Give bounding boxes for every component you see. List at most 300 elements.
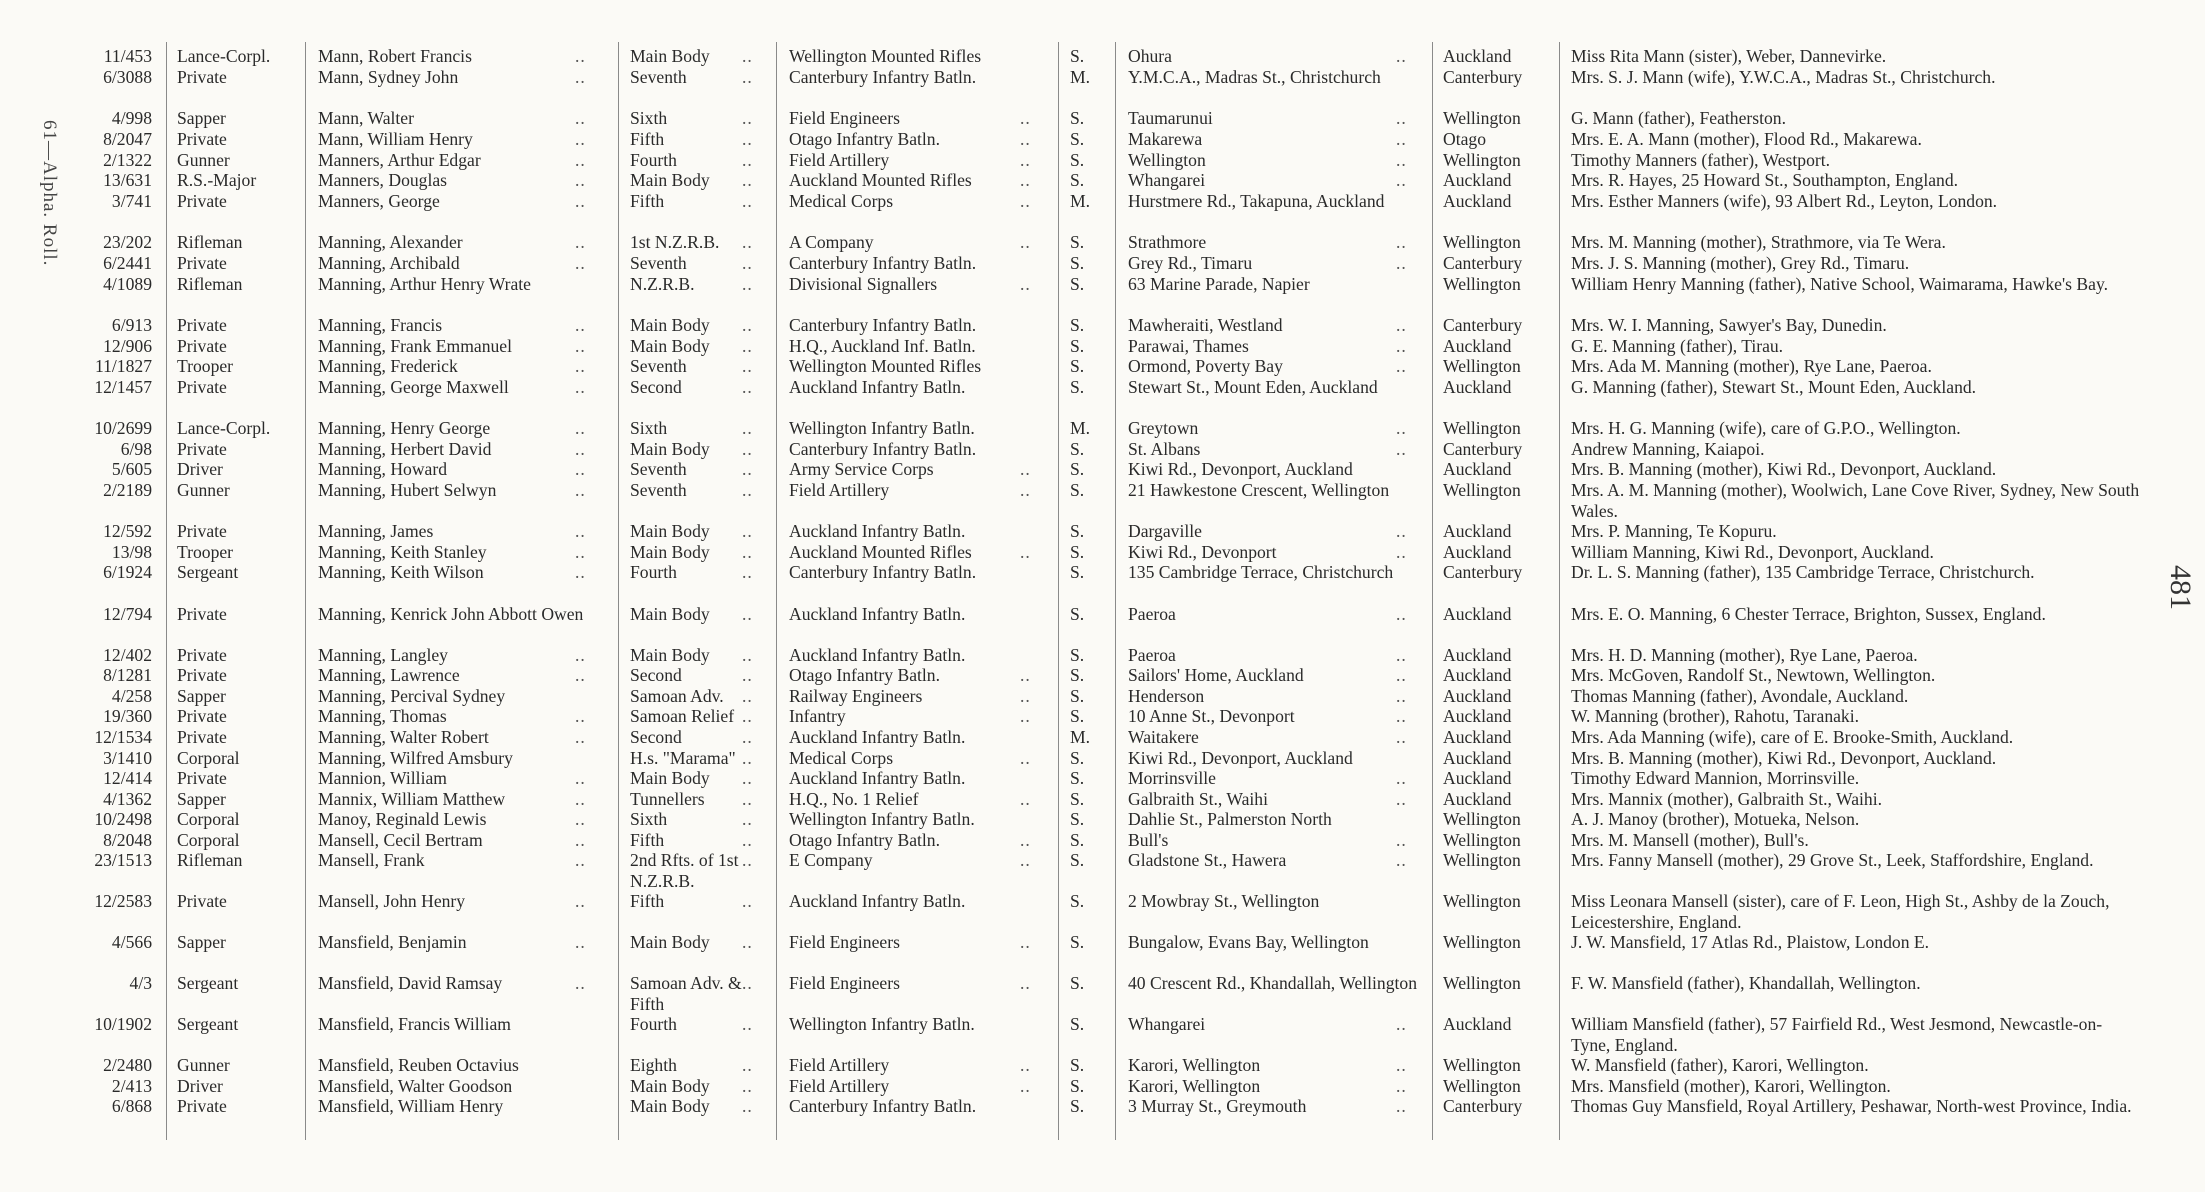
military-district: Canterbury: [1443, 253, 1523, 273]
last-address: Galbraith St., Waihi: [1128, 789, 1268, 809]
corps: Canterbury Infantry Batln.: [789, 562, 977, 582]
name-leader-dots: ..: [575, 356, 586, 376]
military-district: Auckland: [1443, 46, 1512, 66]
rank: Gunner: [177, 480, 230, 500]
corps: Auckland Infantry Batln.: [789, 891, 966, 911]
corps: Field Artillery: [789, 1076, 890, 1096]
embarkation-unit: Samoan Adv.: [630, 686, 724, 706]
last-address: Taumarunui: [1128, 108, 1213, 128]
next-of-kin: Mrs. Ada M. Manning (mother), Rye Lane, Paeroa.: [1571, 356, 1932, 376]
corps: Divisional Signallers: [789, 274, 938, 294]
embarkation-unit: 1st N.Z.R.B.: [630, 232, 720, 252]
last-address: 2 Mowbray St., Wellington: [1128, 891, 1320, 911]
name-leader-dots: ..: [575, 562, 586, 582]
marital-status: S.: [1070, 459, 1085, 479]
name-leader-dots: ..: [575, 439, 586, 459]
corps-leader-dots: ..: [1020, 850, 1031, 870]
corps-leader-dots: ..: [1020, 129, 1031, 149]
corps: Otago Infantry Batln.: [789, 665, 940, 685]
service-number: 4/1362: [103, 789, 152, 809]
embarkation-unit: Sixth: [630, 809, 668, 829]
name-leader-dots: ..: [575, 315, 586, 335]
embarkation-unit: Main Body: [630, 315, 710, 335]
rank: Private: [177, 1096, 227, 1116]
embarkation-unit: Main Body: [630, 932, 710, 952]
next-of-kin: A. J. Manoy (brother), Motueka, Nelson.: [1571, 809, 1860, 829]
next-of-kin: Miss Leonara Mansell (sister), care of F. Leon, High St., Ashby de la Zouch, Leicestershire, England.: [1571, 891, 2110, 932]
marital-status: S.: [1070, 850, 1085, 870]
service-number: 2/2189: [103, 480, 152, 500]
marital-status: S.: [1070, 315, 1085, 335]
last-address: Stewart St., Mount Eden, Auckland: [1128, 377, 1378, 397]
soldier-name: Manning, Alexander: [318, 232, 463, 252]
name-leader-dots: ..: [575, 645, 586, 665]
name-leader-dots: ..: [575, 768, 586, 788]
marital-status: S.: [1070, 706, 1085, 726]
marital-status: S.: [1070, 748, 1085, 768]
rank: Sapper: [177, 108, 226, 128]
unit-leader-dots: ..: [742, 336, 753, 356]
corps: Canterbury Infantry Batln.: [789, 1096, 977, 1116]
soldier-name: Manners, Arthur Edgar: [318, 150, 481, 170]
name-leader-dots: ..: [575, 191, 586, 211]
embarkation-unit: Main Body: [630, 768, 710, 788]
address-leader-dots: ..: [1396, 604, 1407, 624]
soldier-name: Manning, James: [318, 521, 434, 541]
corps: Otago Infantry Batln.: [789, 129, 940, 149]
next-of-kin: Mrs. Fanny Mansell (mother), 29 Grove St., Leek, Staffordshire, England.: [1571, 850, 2094, 870]
corps: Medical Corps: [789, 191, 894, 211]
corps: Wellington Infantry Batln.: [789, 1014, 975, 1034]
next-of-kin: Mrs. H. G. Manning (wife), care of G.P.O., Wellington.: [1571, 418, 1961, 438]
marital-status: M.: [1070, 418, 1091, 438]
corps: Auckland Mounted Rifles: [789, 170, 972, 190]
soldier-name: Mansell, Cecil Bertram: [318, 830, 483, 850]
embarkation-unit: Main Body: [630, 336, 710, 356]
name-leader-dots: ..: [575, 850, 586, 870]
address-leader-dots: ..: [1396, 315, 1407, 335]
marital-status: S.: [1070, 274, 1085, 294]
address-leader-dots: ..: [1396, 129, 1407, 149]
embarkation-unit: Fifth: [630, 830, 665, 850]
rank: Private: [177, 67, 227, 87]
rank: Private: [177, 336, 227, 356]
marital-status: S.: [1070, 1076, 1085, 1096]
rank: Lance-Corpl.: [177, 46, 271, 66]
service-number: 3/741: [111, 191, 152, 211]
embarkation-unit: Main Body: [630, 1076, 710, 1096]
marital-status: S.: [1070, 170, 1085, 190]
embarkation-unit: 2nd Rfts. of 1st N.Z.R.B.: [630, 850, 739, 891]
unit-leader-dots: ..: [742, 768, 753, 788]
corps: Infantry: [789, 706, 846, 726]
embarkation-unit: Seventh: [630, 356, 687, 376]
unit-leader-dots: ..: [742, 315, 753, 335]
military-district: Wellington: [1443, 232, 1521, 252]
unit-leader-dots: ..: [742, 480, 753, 500]
marital-status: S.: [1070, 562, 1085, 582]
marital-status: M.: [1070, 191, 1091, 211]
last-address: Wellington: [1128, 150, 1206, 170]
unit-leader-dots: ..: [742, 129, 753, 149]
military-district: Auckland: [1443, 170, 1512, 190]
unit-leader-dots: ..: [742, 542, 753, 562]
rank: Private: [177, 727, 227, 747]
next-of-kin: Mrs. S. J. Mann (wife), Y.W.C.A., Madras St., Christchurch.: [1571, 67, 1996, 87]
military-district: Wellington: [1443, 108, 1521, 128]
next-of-kin: W. Manning (brother), Rahotu, Taranaki.: [1571, 706, 1860, 726]
rank: Corporal: [177, 830, 240, 850]
unit-leader-dots: ..: [742, 604, 753, 624]
rank: Private: [177, 315, 227, 335]
corps: H.Q., Auckland Inf. Batln.: [789, 336, 976, 356]
corps: Wellington Mounted Rifles: [789, 46, 982, 66]
address-leader-dots: ..: [1396, 850, 1407, 870]
marital-status: S.: [1070, 150, 1085, 170]
soldier-name: Manning, Thomas: [318, 706, 447, 726]
last-address: Gladstone St., Hawera: [1128, 850, 1287, 870]
military-district: Auckland: [1443, 768, 1512, 788]
soldier-name: Manning, Frederick: [318, 356, 458, 376]
unit-leader-dots: ..: [742, 1055, 753, 1075]
unit-leader-dots: ..: [742, 830, 753, 850]
soldier-name: Mansfield, David Ramsay: [318, 973, 503, 993]
address-leader-dots: ..: [1396, 706, 1407, 726]
next-of-kin: J. W. Mansfield, 17 Atlas Rd., Plaistow, London E.: [1571, 932, 1930, 952]
military-district: Auckland: [1443, 521, 1512, 541]
service-number: 6/913: [111, 315, 152, 335]
corps: Otago Infantry Batln.: [789, 830, 940, 850]
military-district: Canterbury: [1443, 1096, 1523, 1116]
next-of-kin: Mrs. W. I. Manning, Sawyer's Bay, Dunedin.: [1571, 315, 1887, 335]
next-of-kin: Dr. L. S. Manning (father), 135 Cambridge Terrace, Christchurch.: [1571, 562, 2035, 582]
embarkation-unit: H.s. "Marama": [630, 748, 736, 768]
rank: R.S.-Major: [177, 170, 257, 190]
marital-status: S.: [1070, 1096, 1085, 1116]
marital-status: S.: [1070, 1055, 1085, 1075]
service-number: 4/998: [111, 108, 152, 128]
next-of-kin: Mrs. B. Manning (mother), Kiwi Rd., Devonport, Auckland.: [1571, 459, 1997, 479]
rank: Private: [177, 645, 227, 665]
last-address: Whangarei: [1128, 170, 1206, 190]
last-address: Hurstmere Rd., Takapuna, Auckland: [1128, 191, 1385, 211]
name-leader-dots: ..: [575, 170, 586, 190]
corps-leader-dots: ..: [1020, 232, 1031, 252]
next-of-kin: G. E. Manning (father), Tirau.: [1571, 336, 1784, 356]
next-of-kin: Timothy Manners (father), Westport.: [1571, 150, 1831, 170]
embarkation-unit: Samoan Relief: [630, 706, 735, 726]
address-leader-dots: ..: [1396, 46, 1407, 66]
soldier-name: Manning, Walter Robert: [318, 727, 489, 747]
marital-status: S.: [1070, 932, 1085, 952]
soldier-name: Manning, Percival Sydney: [318, 686, 506, 706]
address-leader-dots: ..: [1396, 150, 1407, 170]
service-number: 5/605: [111, 459, 152, 479]
last-address: Ohura: [1128, 46, 1172, 66]
name-leader-dots: ..: [575, 377, 586, 397]
unit-leader-dots: ..: [742, 356, 753, 376]
unit-leader-dots: ..: [742, 521, 753, 541]
next-of-kin: Timothy Edward Mannion, Morrinsville.: [1571, 768, 1860, 788]
soldier-name: Mann, William Henry: [318, 129, 473, 149]
unit-leader-dots: ..: [742, 191, 753, 211]
corps: Wellington Mounted Rifles: [789, 356, 982, 376]
address-leader-dots: ..: [1396, 1076, 1407, 1096]
military-district: Auckland: [1443, 727, 1512, 747]
embarkation-unit: Seventh: [630, 67, 687, 87]
address-leader-dots: ..: [1396, 439, 1407, 459]
rank: Private: [177, 129, 227, 149]
last-address: 21 Hawkestone Crescent, Wellington: [1128, 480, 1390, 500]
corps-leader-dots: ..: [1020, 108, 1031, 128]
embarkation-unit: Sixth: [630, 108, 668, 128]
last-address: Paeroa: [1128, 604, 1176, 624]
next-of-kin: Mrs. E. A. Mann (mother), Flood Rd., Makarewa.: [1571, 129, 1922, 149]
marital-status: M.: [1070, 67, 1091, 87]
unit-leader-dots: ..: [742, 418, 753, 438]
next-of-kin: Mrs. R. Hayes, 25 Howard St., Southampton, England.: [1571, 170, 1959, 190]
soldier-name: Manning, Langley: [318, 645, 448, 665]
corps: Field Artillery: [789, 1055, 890, 1075]
page-number: 481: [2164, 565, 2197, 610]
corps: Auckland Infantry Batln.: [789, 727, 966, 747]
last-address: Kiwi Rd., Devonport, Auckland: [1128, 748, 1353, 768]
next-of-kin: William Henry Manning (father), Native School, Waimarama, Hawke's Bay.: [1571, 274, 2109, 294]
marital-status: S.: [1070, 377, 1085, 397]
next-of-kin: Mrs. Mannix (mother), Galbraith St., Waihi.: [1571, 789, 1882, 809]
military-district: Canterbury: [1443, 315, 1523, 335]
last-address: 3 Murray St., Greymouth: [1128, 1096, 1307, 1116]
soldier-name: Manning, Francis: [318, 315, 443, 335]
corps: H.Q., No. 1 Relief: [789, 789, 919, 809]
rank: Corporal: [177, 809, 240, 829]
next-of-kin: Mrs. Mansfield (mother), Karori, Wellington.: [1571, 1076, 1891, 1096]
rank: Rifleman: [177, 850, 243, 870]
next-of-kin: Mrs. M. Manning (mother), Strathmore, via Te Wera.: [1571, 232, 1946, 252]
next-of-kin: F. W. Mansfield (father), Khandallah, Wellington.: [1571, 973, 1921, 993]
corps-leader-dots: ..: [1020, 150, 1031, 170]
soldier-name: Mann, Robert Francis: [318, 46, 472, 66]
next-of-kin: Mrs. Esther Manners (wife), 93 Albert Rd., Leyton, London.: [1571, 191, 1998, 211]
name-leader-dots: ..: [575, 891, 586, 911]
last-address: Strathmore: [1128, 232, 1207, 252]
corps-leader-dots: ..: [1020, 1076, 1031, 1096]
soldier-name: Manning, Henry George: [318, 418, 491, 438]
rank: Private: [177, 665, 227, 685]
marital-status: S.: [1070, 46, 1085, 66]
corps: Canterbury Infantry Batln.: [789, 253, 977, 273]
embarkation-unit: Seventh: [630, 459, 687, 479]
marital-status: S.: [1070, 973, 1085, 993]
name-leader-dots: ..: [575, 973, 586, 993]
address-leader-dots: ..: [1396, 727, 1407, 747]
unit-leader-dots: ..: [742, 150, 753, 170]
soldier-name: Mansell, John Henry: [318, 891, 466, 911]
corps-leader-dots: ..: [1020, 789, 1031, 809]
military-district: Auckland: [1443, 789, 1512, 809]
unit-leader-dots: ..: [742, 108, 753, 128]
service-number: 11/453: [103, 46, 152, 66]
marital-status: S.: [1070, 542, 1085, 562]
address-leader-dots: ..: [1396, 645, 1407, 665]
military-district: Wellington: [1443, 150, 1521, 170]
marital-status: S.: [1070, 604, 1085, 624]
name-leader-dots: ..: [575, 521, 586, 541]
corps: Medical Corps: [789, 748, 894, 768]
embarkation-unit: Main Body: [630, 439, 710, 459]
military-district: Wellington: [1443, 932, 1521, 952]
soldier-name: Manning, Keith Wilson: [318, 562, 484, 582]
marital-status: S.: [1070, 253, 1085, 273]
military-district: Canterbury: [1443, 67, 1523, 87]
rank: Sergeant: [177, 1014, 239, 1034]
next-of-kin: Mrs. P. Manning, Te Kopuru.: [1571, 521, 1777, 541]
embarkation-unit: N.Z.R.B.: [630, 274, 695, 294]
marital-status: S.: [1070, 521, 1085, 541]
embarkation-unit: Fifth: [630, 129, 665, 149]
marital-status: S.: [1070, 645, 1085, 665]
soldier-name: Manning, Wilfred Amsbury: [318, 748, 513, 768]
corps: Railway Engineers: [789, 686, 923, 706]
embarkation-unit: Fourth: [630, 150, 677, 170]
corps: Canterbury Infantry Batln.: [789, 67, 977, 87]
corps: Field Artillery: [789, 480, 890, 500]
unit-leader-dots: ..: [742, 439, 753, 459]
name-leader-dots: ..: [575, 480, 586, 500]
corps-leader-dots: ..: [1020, 748, 1031, 768]
soldier-name: Mansell, Frank: [318, 850, 425, 870]
rank: Sapper: [177, 686, 226, 706]
service-number: 4/3: [129, 973, 152, 993]
embarkation-unit: Samoan Adv. & Fifth: [630, 973, 742, 1014]
marital-status: S.: [1070, 356, 1085, 376]
military-district: Wellington: [1443, 973, 1521, 993]
unit-leader-dots: ..: [742, 170, 753, 190]
last-address: Morrinsville: [1128, 768, 1216, 788]
name-leader-dots: ..: [575, 932, 586, 952]
soldier-name: Manning, Frank Emmanuel: [318, 336, 512, 356]
name-leader-dots: ..: [575, 108, 586, 128]
military-district: Auckland: [1443, 748, 1512, 768]
service-number: 12/1457: [94, 377, 152, 397]
service-number: 12/2583: [94, 891, 152, 911]
military-district: Wellington: [1443, 809, 1521, 829]
last-address: Sailors' Home, Auckland: [1128, 665, 1304, 685]
last-address: Parawai, Thames: [1128, 336, 1249, 356]
marital-status: S.: [1070, 830, 1085, 850]
unit-leader-dots: ..: [742, 850, 753, 870]
last-address: Makarewa: [1128, 129, 1203, 149]
soldier-name: Manning, Herbert David: [318, 439, 492, 459]
rank: Private: [177, 706, 227, 726]
soldier-name: Manning, Keith Stanley: [318, 542, 487, 562]
corps-leader-dots: ..: [1020, 973, 1031, 993]
military-district: Auckland: [1443, 191, 1512, 211]
last-address: St. Albans: [1128, 439, 1201, 459]
address-leader-dots: ..: [1396, 1055, 1407, 1075]
address-leader-dots: ..: [1396, 418, 1407, 438]
military-district: Wellington: [1443, 418, 1521, 438]
marital-status: S.: [1070, 108, 1085, 128]
marital-status: S.: [1070, 480, 1085, 500]
corps-leader-dots: ..: [1020, 706, 1031, 726]
military-district: Canterbury: [1443, 562, 1523, 582]
rank: Private: [177, 768, 227, 788]
service-number: 10/2699: [94, 418, 152, 438]
corps-leader-dots: ..: [1020, 686, 1031, 706]
service-number: 23/1513: [94, 850, 152, 870]
military-district: Wellington: [1443, 830, 1521, 850]
rank: Driver: [177, 1076, 223, 1096]
rank: Sapper: [177, 932, 226, 952]
military-district: Wellington: [1443, 1076, 1521, 1096]
soldier-name: Manning, Archibald: [318, 253, 460, 273]
corps: Canterbury Infantry Batln.: [789, 439, 977, 459]
soldier-name: Manning, George Maxwell: [318, 377, 509, 397]
corps-leader-dots: ..: [1020, 932, 1031, 952]
corps: Auckland Infantry Batln.: [789, 377, 966, 397]
embarkation-unit: Main Body: [630, 521, 710, 541]
marital-status: S.: [1070, 789, 1085, 809]
military-district: Auckland: [1443, 336, 1512, 356]
embarkation-unit: Tunnellers: [630, 789, 705, 809]
soldier-name: Manners, Douglas: [318, 170, 447, 190]
service-number: 8/2047: [103, 129, 152, 149]
last-address: Whangarei: [1128, 1014, 1206, 1034]
last-address: Greytown: [1128, 418, 1199, 438]
address-leader-dots: ..: [1396, 356, 1407, 376]
military-district: Auckland: [1443, 645, 1512, 665]
rank: Trooper: [177, 356, 234, 376]
last-address: Waitakere: [1128, 727, 1199, 747]
name-leader-dots: ..: [575, 129, 586, 149]
next-of-kin: Mrs. Ada Manning (wife), care of E. Brooke-Smith, Auckland.: [1571, 727, 2014, 747]
marital-status: S.: [1070, 665, 1085, 685]
service-number: 2/1322: [103, 150, 152, 170]
service-number: 6/868: [111, 1096, 152, 1116]
rank: Private: [177, 191, 227, 211]
next-of-kin: Miss Rita Mann (sister), Weber, Dannevirke.: [1571, 46, 1887, 66]
side-caption: 61—Alpha. Roll.: [39, 120, 60, 267]
last-address: 40 Crescent Rd., Khandallah, Wellington: [1128, 973, 1417, 993]
unit-leader-dots: ..: [742, 377, 753, 397]
name-leader-dots: ..: [575, 830, 586, 850]
soldier-name: Manning, Arthur Henry Wrate: [318, 274, 531, 294]
embarkation-unit: Main Body: [630, 46, 710, 66]
military-district: Auckland: [1443, 686, 1512, 706]
address-leader-dots: ..: [1396, 521, 1407, 541]
name-leader-dots: ..: [575, 809, 586, 829]
embarkation-unit: Main Body: [630, 542, 710, 562]
unit-leader-dots: ..: [742, 645, 753, 665]
last-address: Bungalow, Evans Bay, Wellington: [1128, 932, 1369, 952]
next-of-kin: Mrs. B. Manning (mother), Kiwi Rd., Devonport, Auckland.: [1571, 748, 1997, 768]
next-of-kin: Mrs. A. M. Manning (mother), Woolwich, Lane Cove River, Sydney, New South Wales.: [1571, 480, 2140, 521]
soldier-name: Mansfield, Reuben Octavius: [318, 1055, 519, 1075]
corps-leader-dots: ..: [1020, 830, 1031, 850]
service-number: 12/794: [103, 604, 152, 624]
embarkation-unit: Seventh: [630, 253, 687, 273]
address-leader-dots: ..: [1396, 108, 1407, 128]
corps-leader-dots: ..: [1020, 170, 1031, 190]
embarkation-unit: Main Body: [630, 604, 710, 624]
military-district: Wellington: [1443, 356, 1521, 376]
unit-leader-dots: ..: [742, 274, 753, 294]
corps-leader-dots: ..: [1020, 1055, 1031, 1075]
service-number: 6/2441: [103, 253, 152, 273]
name-leader-dots: ..: [575, 418, 586, 438]
service-number: 10/1902: [94, 1014, 152, 1034]
